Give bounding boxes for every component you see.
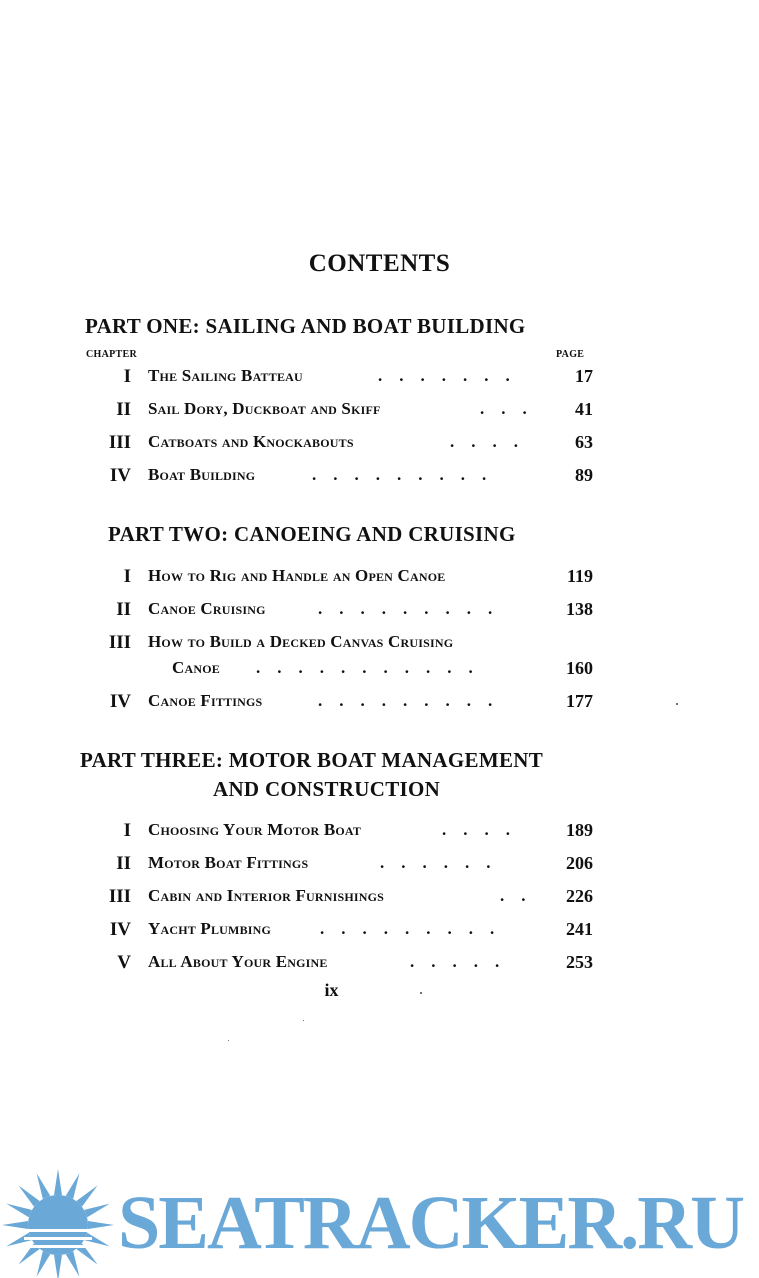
chapter-title: Canoe Cruising: [148, 599, 266, 618]
folio-page-number: ix: [324, 980, 339, 1000]
chapter-number: III: [108, 632, 131, 653]
part-three-heading-line2: AND CONSTRUCTION: [213, 777, 441, 801]
chapter-number: I: [123, 566, 131, 587]
dot-leader: . . . . . .: [380, 853, 491, 872]
watermark-text: SEATRACKER.RU: [118, 1181, 744, 1265]
toc-entry[interactable]: [80, 853, 593, 879]
dot-leader: . . . .: [450, 432, 518, 451]
page-number: 189: [566, 820, 593, 840]
chapter-number: I: [123, 820, 131, 841]
page-number: 138: [566, 599, 593, 619]
toc-entry[interactable]: [80, 465, 593, 491]
chapter-number: IV: [109, 465, 131, 486]
page-number: 119: [566, 566, 593, 586]
page-number: 177: [566, 691, 593, 711]
print-speck: [420, 992, 422, 994]
toc-entry[interactable]: [80, 432, 593, 458]
chapter-number: I: [123, 366, 131, 387]
toc-entry[interactable]: [80, 399, 593, 425]
page-number: 206: [566, 853, 593, 873]
page-column-label: PAGE: [556, 349, 585, 360]
chapter-title: Motor Boat Fittings: [148, 853, 309, 872]
toc-entry[interactable]: [80, 952, 593, 978]
dot-leader: . . . . . . . . .: [312, 465, 487, 484]
chapter-number: II: [116, 599, 131, 620]
dot-leader: . . . . . . . . .: [318, 599, 493, 618]
chapter-title: Cabin and Interior Furnishings: [148, 886, 385, 905]
toc-entry[interactable]: [80, 919, 593, 945]
print-speck: [303, 1020, 304, 1021]
print-speck: [228, 1040, 229, 1041]
toc-entry[interactable]: [80, 886, 593, 912]
page-number: 160: [566, 658, 593, 678]
chapter-number: IV: [109, 691, 131, 712]
chapter-title: Sail Dory, Duckboat and Skiff: [148, 399, 381, 418]
toc-entry-continuation[interactable]: [80, 658, 593, 684]
chapter-column-label: CHAPTER: [86, 349, 137, 360]
chapter-number: V: [117, 952, 131, 973]
chapter-number: II: [116, 853, 131, 874]
chapter-number: III: [108, 886, 131, 907]
dot-leader: . . . .: [442, 820, 510, 839]
page-number: 226: [566, 886, 593, 906]
dot-leader: . . . . .: [410, 952, 500, 971]
page-number: 41: [575, 399, 593, 419]
part-one-heading: PART ONE: SAILING AND BOAT BUILDING: [85, 314, 526, 338]
toc-entry[interactable]: [80, 599, 593, 625]
dot-leader: . . . . . . . . . . .: [256, 658, 473, 677]
dot-leader: . . . . . . . . .: [318, 691, 493, 710]
chapter-title: Boat Building: [148, 465, 256, 484]
dot-leader: . .: [500, 886, 526, 905]
print-speck: [676, 703, 678, 705]
chapter-title: How to Rig and Handle an Open Canoe: [148, 566, 446, 585]
chapter-title: All About Your Engine: [148, 952, 328, 971]
chapter-number: III: [108, 432, 131, 453]
chapter-title: Choosing Your Motor Boat: [148, 820, 362, 839]
page-title: CONTENTS: [308, 250, 451, 277]
sun-burst-icon: [2, 1169, 114, 1278]
chapter-number: II: [116, 399, 131, 420]
page-number: 63: [575, 432, 593, 452]
page-number: 17: [575, 366, 593, 386]
toc-entry[interactable]: [80, 820, 593, 846]
chapter-number: IV: [109, 919, 131, 940]
chapter-title-continued: Canoe: [172, 658, 220, 677]
chapter-title: Catboats and Knockabouts: [148, 432, 354, 451]
chapter-title: Yacht Plumbing: [148, 919, 272, 938]
part-two-heading: PART TWO: CANOEING AND CRUISING: [108, 522, 516, 546]
toc-entry[interactable]: [80, 691, 593, 717]
chapter-title: Canoe Fittings: [148, 691, 263, 710]
chapter-title: The Sailing Batteau: [148, 366, 303, 385]
chapter-title: How to Build a Decked Canvas Cruising: [148, 632, 454, 651]
toc-entry[interactable]: [80, 632, 593, 658]
toc-entry[interactable]: [80, 566, 593, 592]
dot-leader: . . . . . . .: [378, 366, 510, 385]
page-number: 241: [566, 919, 593, 939]
toc-entry[interactable]: [80, 366, 593, 392]
dot-leader: . . . . . . . . .: [320, 919, 495, 938]
page-number: 253: [566, 952, 593, 972]
page-number: 89: [575, 465, 593, 485]
part-three-heading: PART THREE: MOTOR BOAT MANAGEMENT: [80, 748, 544, 772]
dot-leader: . . .: [480, 399, 527, 418]
